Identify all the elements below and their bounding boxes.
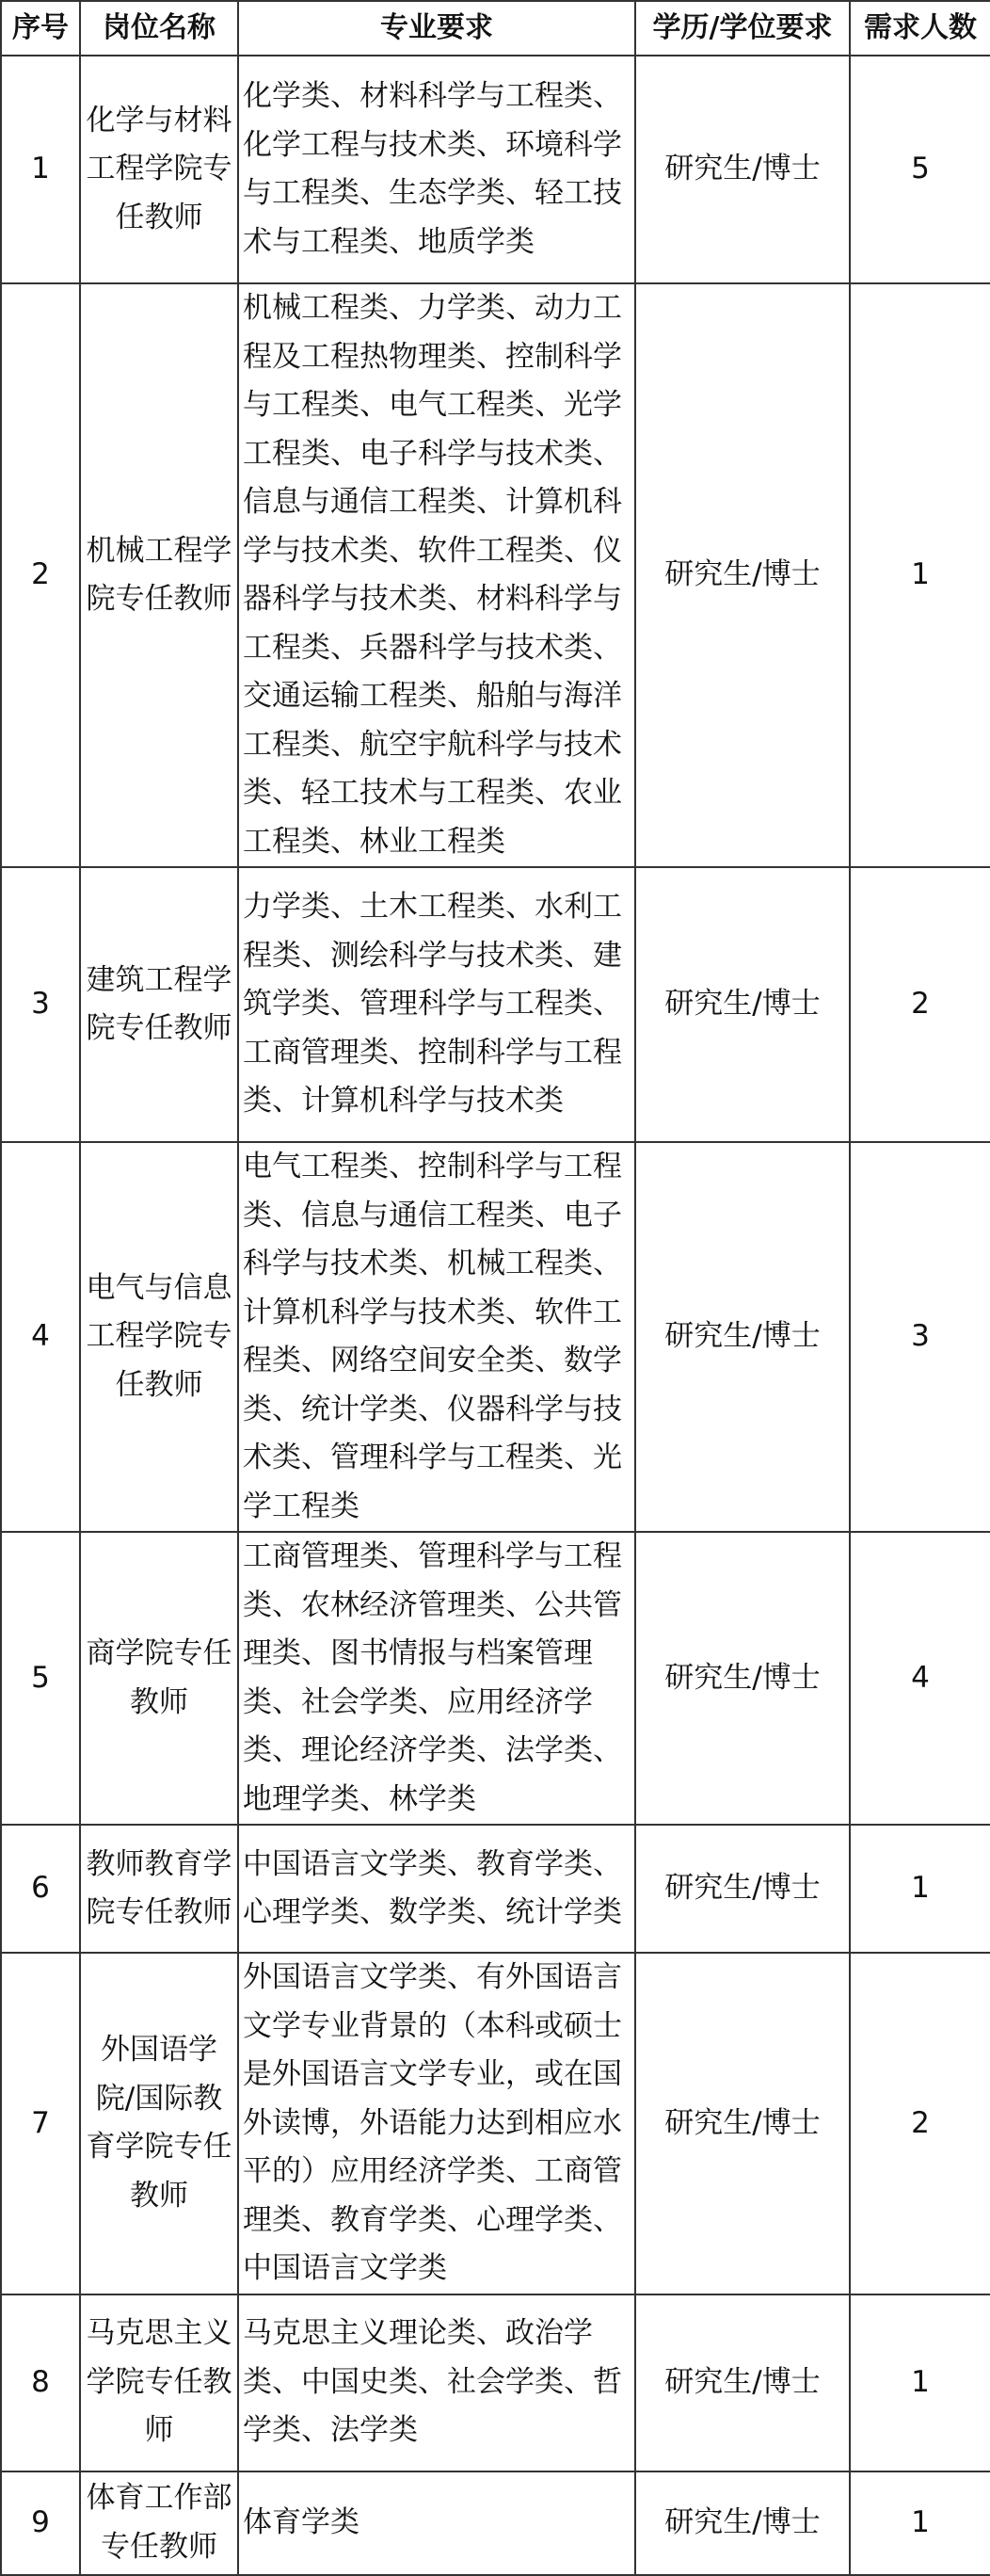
row-index: 5 xyxy=(1,1532,80,1825)
row-major: 工商管理类、管理科学与工程类、农林经济管理类、公共管理类、图书情报与档案管理类、社会学类、应用经济学类、理论经济学类、法学类、地理学类、林学类 xyxy=(238,1532,635,1825)
row-major: 力学类、土木工程类、水利工程类、测绘科学与技术类、建筑学类、管理科学与工程类、工商管理类、控制科学与工程类、计算机科学与技术类 xyxy=(238,867,635,1142)
row-count: 2 xyxy=(850,1953,990,2294)
header-degree: 学历/学位要求 xyxy=(635,1,850,56)
row-count: 2 xyxy=(850,867,990,1142)
row-index: 7 xyxy=(1,1953,80,2294)
row-index: 8 xyxy=(1,2294,80,2471)
table-row xyxy=(1,283,990,867)
row-index: 6 xyxy=(1,1825,80,1953)
row-major: 电气工程类、控制科学与工程类、信息与通信工程类、电子科学与技术类、机械工程类、计算机科学与技术类、软件工程类、网络空间安全类、数学类、统计学类、仪器科学与技术类、管理科学与工程类、光学工程类 xyxy=(238,1142,635,1532)
row-degree: 研究生/博士 xyxy=(635,1953,850,2294)
table-row xyxy=(1,2471,990,2575)
row-index: 2 xyxy=(1,283,80,867)
table-row xyxy=(1,56,990,283)
row-degree: 研究生/博士 xyxy=(635,56,850,283)
header-count: 需求人数 xyxy=(850,1,990,56)
table-row xyxy=(1,2294,990,2471)
header-major: 专业要求 xyxy=(238,1,635,56)
row-position: 马克思主义学院专任教师 xyxy=(80,2294,238,2471)
header-row xyxy=(1,1,990,56)
row-index: 9 xyxy=(1,2471,80,2575)
row-degree: 研究生/博士 xyxy=(635,1825,850,1953)
row-position: 电气与信息工程学院专任教师 xyxy=(80,1142,238,1532)
row-major: 化学类、材料科学与工程类、化学工程与技术类、环境科学与工程类、生态学类、轻工技术与工程类、地质学类 xyxy=(238,56,635,283)
row-index: 1 xyxy=(1,56,80,283)
row-position: 化学与材料工程学院专任教师 xyxy=(80,56,238,283)
row-count: 1 xyxy=(850,2294,990,2471)
row-position: 体育工作部专任教师 xyxy=(80,2471,238,2575)
row-position: 机械工程学院专任教师 xyxy=(80,283,238,867)
row-major: 中国语言文学类、教育学类、心理学类、数学类、统计学类 xyxy=(238,1825,635,1953)
row-degree: 研究生/博士 xyxy=(635,283,850,867)
row-position: 外国语学院/国际教育学院专任教师 xyxy=(80,1953,238,2294)
row-position: 商学院专任教师 xyxy=(80,1532,238,1825)
row-count: 5 xyxy=(850,56,990,283)
row-major: 马克思主义理论类、政治学类、中国史类、社会学类、哲学类、法学类 xyxy=(238,2294,635,2471)
row-count: 1 xyxy=(850,2471,990,2575)
row-degree: 研究生/博士 xyxy=(635,2294,850,2471)
row-major: 机械工程类、力学类、动力工程及工程热物理类、控制科学与工程类、电气工程类、光学工程类、电子科学与技术类、信息与通信工程类、计算机科学与技术类、软件工程类、仪器科学与技术类、材料科学与工程类、兵器科学与技术类、交通运输工程类、船舶与海洋工程类、航空宇航科学与技术类、轻工技术与工程类、农业工程类、林业工程类 xyxy=(238,283,635,867)
table-row xyxy=(1,1825,990,1953)
row-index: 3 xyxy=(1,867,80,1142)
row-count: 1 xyxy=(850,283,990,867)
table-row xyxy=(1,1532,990,1825)
row-position: 建筑工程学院专任教师 xyxy=(80,867,238,1142)
table-row xyxy=(1,1953,990,2294)
row-degree: 研究生/博士 xyxy=(635,1142,850,1532)
row-degree: 研究生/博士 xyxy=(635,867,850,1142)
header-index: 序号 xyxy=(1,1,80,56)
row-count: 4 xyxy=(850,1532,990,1825)
row-degree: 研究生/博士 xyxy=(635,1532,850,1825)
row-index: 4 xyxy=(1,1142,80,1532)
row-count: 3 xyxy=(850,1142,990,1532)
row-major: 体育学类 xyxy=(238,2471,635,2575)
row-degree: 研究生/博士 xyxy=(635,2471,850,2575)
row-count: 1 xyxy=(850,1825,990,1953)
header-position: 岗位名称 xyxy=(80,1,238,56)
row-major: 外国语言文学类、有外国语言文学专业背景的（本科或硕士是外国语言文学专业，或在国外读博，外语能力达到相应水平的）应用经济学类、工商管理类、教育学类、心理学类、中国语言文学类 xyxy=(238,1953,635,2294)
table-row xyxy=(1,867,990,1142)
row-position: 教师教育学院专任教师 xyxy=(80,1825,238,1953)
table-row xyxy=(1,1142,990,1532)
